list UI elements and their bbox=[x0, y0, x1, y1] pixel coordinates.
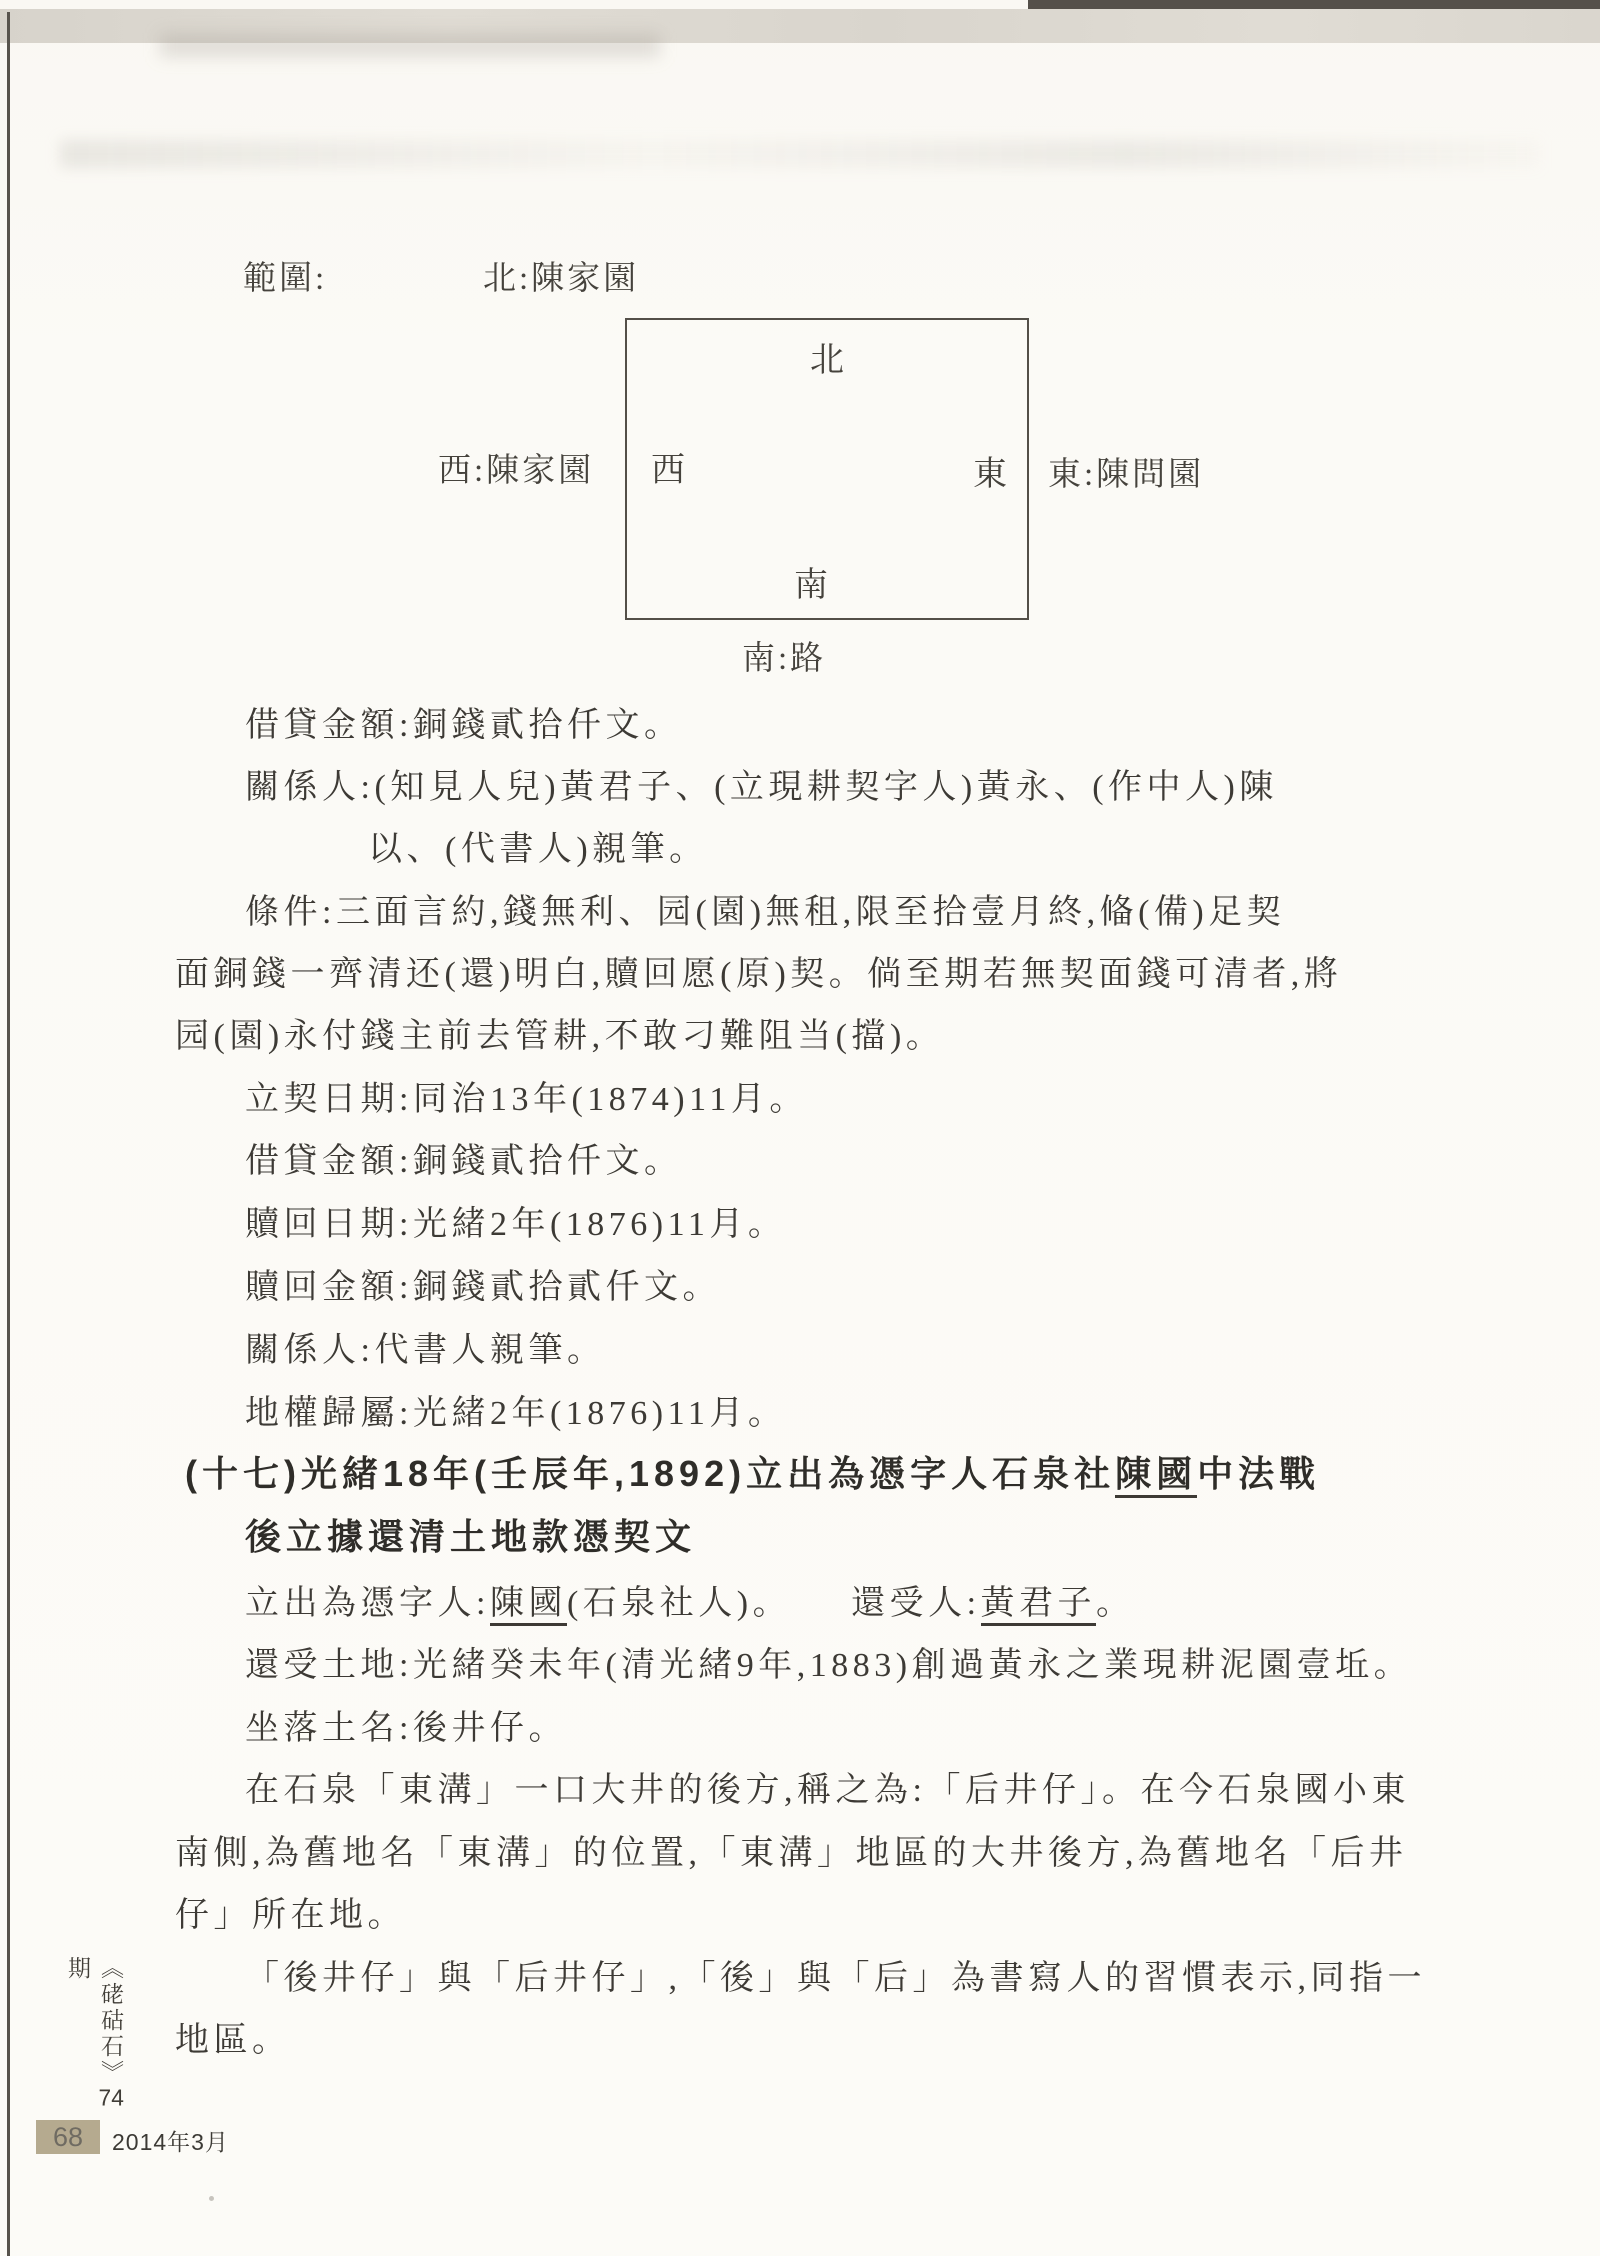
text-line: 「後井仔」與「后井仔」,「後」與「后」為書寫人的習慣表示,同指一 bbox=[245, 1960, 1426, 1997]
text-line: 地權歸屬:光緒2年(1876)11月。 bbox=[245, 1395, 787, 1432]
diagram-range-label: 範圍: bbox=[243, 261, 328, 297]
scan-smudge bbox=[160, 33, 660, 57]
parties-text: 。 bbox=[1096, 1585, 1135, 1622]
text-line: 面銅錢一齊清还(還)明白,贖回愿(原)契。倘至期若無契面錢可清者,將 bbox=[175, 956, 1343, 993]
journal-issue-number: 74 bbox=[98, 2086, 124, 2109]
underlined-person-name: 陳國 bbox=[1115, 1453, 1197, 1498]
text-line: 借貸金額:銅錢貳拾仟文。 bbox=[245, 707, 683, 744]
journal-name: 《硓𥑮石》 bbox=[98, 1956, 124, 2086]
underlined-person-name: 陳國 bbox=[490, 1585, 567, 1626]
text-line: 立契日期:同治13年(1874)11月。 bbox=[245, 1081, 808, 1118]
scan-left-edge-line bbox=[7, 12, 10, 2256]
heading-text: 中法戰 bbox=[1197, 1453, 1321, 1494]
box-north-label: 北 bbox=[810, 342, 844, 379]
text-line: 借貸金額:銅錢貳拾仟文。 bbox=[245, 1143, 683, 1180]
text-line: 贖回日期:光緒2年(1876)11月。 bbox=[245, 1206, 787, 1243]
diagram-east-neighbor-label: 東:陳問園 bbox=[1048, 457, 1205, 493]
scan-smudge bbox=[60, 140, 1540, 168]
diagram-north-neighbor-label: 北:陳家園 bbox=[483, 261, 640, 297]
text-line: 坐落土名:後井仔。 bbox=[245, 1710, 567, 1747]
parties-text: 立出為憑字人: bbox=[245, 1585, 490, 1622]
text-line: 關係人:代書人親筆。 bbox=[245, 1332, 606, 1369]
text-line: 條件:三面言約,錢無利、园(園)無租,限至拾壹月終,偹(備)足契 bbox=[245, 894, 1286, 931]
diagram-south-neighbor-label: 南:路 bbox=[742, 641, 827, 677]
text-line: 以、(代書人)親筆。 bbox=[368, 831, 708, 868]
section-17-heading-line2: 後立據還清土地款憑契文 bbox=[245, 1516, 697, 1557]
text-line: 還受土地:光緒癸未年(清光緒9年,1883)創過黃永之業現耕泥園壹坵。 bbox=[245, 1647, 1413, 1684]
journal-title-vertical bbox=[62, 1956, 128, 2131]
land-boundary-box bbox=[625, 318, 1029, 620]
parties-text: (石泉社人)。 還受人: bbox=[566, 1585, 981, 1622]
text-line: 關係人:(知見人兒)黃君子、(立現耕契字人)黃永、(作中人)陳 bbox=[245, 769, 1278, 806]
text-line: 南側,為舊地名「東溝」的位置,「東溝」地區的大井後方,為舊地名「后井 bbox=[175, 1835, 1408, 1872]
text-line: 地區。 bbox=[175, 2022, 291, 2059]
underlined-person-name: 黃君子 bbox=[981, 1585, 1097, 1626]
diagram-west-neighbor-label: 西:陳家園 bbox=[438, 453, 595, 489]
heading-text: (十七)光緒18年(壬辰年,1892)立出為憑字人石泉社 bbox=[185, 1453, 1116, 1494]
parties-line bbox=[245, 1575, 1135, 1624]
scan-speck bbox=[209, 2196, 214, 2201]
box-east-label: 東 bbox=[973, 456, 1007, 493]
scan-dark-edge bbox=[1028, 0, 1600, 9]
text-line: 贖回金額:銅錢貳拾貳仟文。 bbox=[245, 1269, 721, 1306]
publication-date: 2014年3月 bbox=[112, 2129, 229, 2155]
text-line: 在石泉「東溝」一口大井的後方,稱之為:「后井仔」。在今石泉國小東 bbox=[245, 1772, 1410, 1809]
page-number-badge: 68 bbox=[36, 2120, 100, 2154]
section-17-heading-line1 bbox=[185, 1446, 1320, 1497]
text-line: 园(園)永付錢主前去管耕,不敢刁難阻当(擋)。 bbox=[175, 1018, 945, 1055]
box-south-label: 南 bbox=[794, 567, 828, 604]
text-line: 仔」所在地。 bbox=[175, 1897, 406, 1934]
box-west-label: 西 bbox=[651, 452, 685, 489]
journal-issue-suffix: 期 bbox=[65, 1956, 91, 1982]
